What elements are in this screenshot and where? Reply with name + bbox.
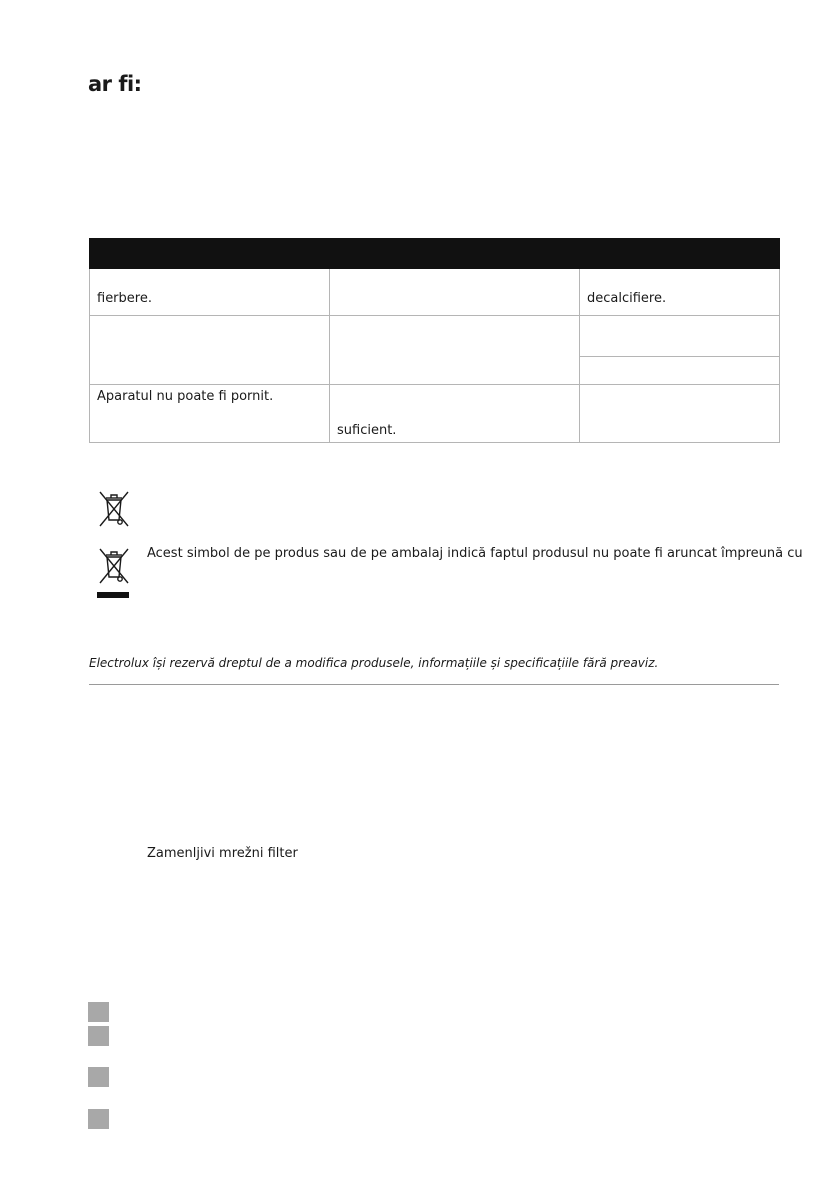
filter-label: Zamenljivi mrežni filter: [147, 846, 298, 861]
table-cell: [580, 316, 780, 357]
table-row: [90, 316, 780, 357]
table-cell: [580, 385, 780, 443]
table-header-row: [90, 239, 780, 269]
legend-square-marker: [88, 1109, 109, 1129]
table-cell: [90, 385, 330, 443]
legend-square-marker: [88, 1002, 109, 1022]
cell-text: suficient.: [337, 423, 397, 438]
table-cell: [580, 269, 780, 316]
table-cell: [330, 385, 580, 443]
legend-square-marker: [88, 1026, 109, 1046]
troubleshooting-table: [89, 238, 780, 443]
header-cell-cause: [330, 239, 580, 269]
table-cell: [90, 316, 330, 385]
cell-text: decalcifiere.: [587, 291, 667, 306]
section-heading: ar fi:: [88, 72, 142, 96]
legend-square-marker: [88, 1067, 109, 1087]
weee-bin-bar-icon: [96, 546, 132, 602]
disclaimer-text: Electrolux își rezervă dreptul de a modifica produsele, informațiile și specificațiile fără preaviz.: [89, 656, 659, 670]
cell-text: [337, 269, 572, 291]
table-row: [90, 269, 780, 316]
section-divider: [89, 684, 779, 685]
table-cell: [330, 269, 580, 316]
cell-text: fierbere.: [97, 291, 152, 306]
cell-text: Aparatul nu poate fi pornit.: [97, 389, 274, 404]
table-row: [90, 385, 780, 443]
header-cell-solution: [580, 239, 780, 269]
table-cell: [90, 269, 330, 316]
header-cell-problem: [90, 239, 330, 269]
table-cell: [330, 316, 580, 385]
weee-notice-text: Acest simbol de pe produs sau de pe ambalaj indică faptul produsul nu poate fi aruncat împreună cu: [147, 546, 803, 561]
table-cell: [580, 357, 780, 385]
weee-bin-icon: [96, 489, 132, 529]
